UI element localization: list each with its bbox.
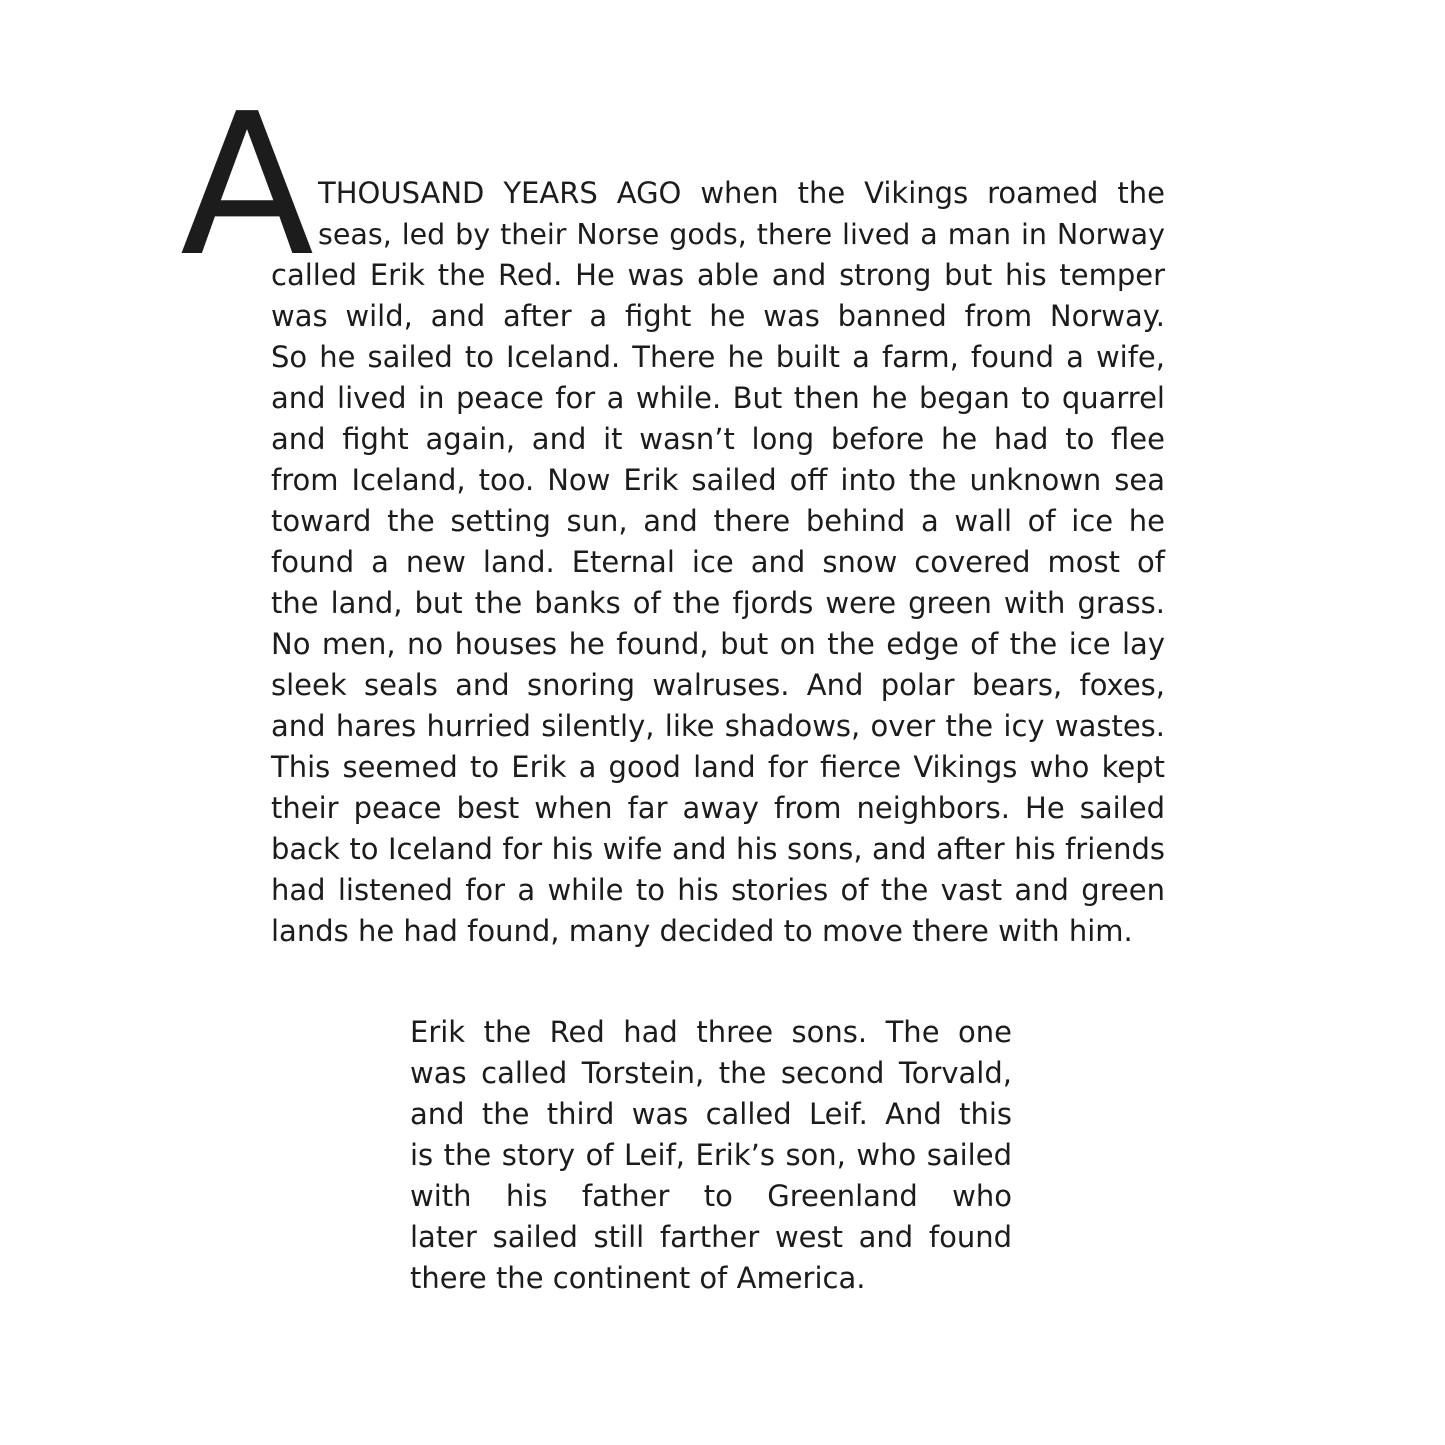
text-line: This seemed to Erik a good land for fierce Vikings who kept (271, 750, 1165, 784)
text-line: So he sailed to Iceland. There he built a farm, found a wife, (271, 340, 1165, 374)
text-line: lands he had found, many decided to move there with him. (271, 914, 1133, 948)
text-line: was called Torstein, the second Torvald, (410, 1056, 1012, 1090)
drop-cap: A (180, 72, 315, 300)
text-line: and the third was called Leif. And this (410, 1097, 1012, 1131)
text-line: with his father to Greenland who (410, 1179, 1012, 1213)
text-line: later sailed still farther west and found (410, 1220, 1012, 1254)
text-line: there the continent of America. (410, 1261, 866, 1295)
text-line: toward the setting sun, and there behind a wall of ice he (271, 504, 1165, 538)
text-line: was wild, and after a fight he was banned from Norway. (271, 299, 1165, 333)
text-line: Erik the Red had three sons. The one (410, 1015, 1012, 1049)
text-line: is the story of Leif, Erik’s son, who sailed (410, 1138, 1012, 1172)
text-line: back to Iceland for his wife and his sons, and after his friends (271, 832, 1165, 866)
text-line: their peace best when far away from neighbors. He sailed (271, 791, 1165, 825)
text-line: called Erik the Red. He was able and strong but his temper (271, 258, 1165, 292)
text-line: No men, no houses he found, but on the edge of the ice lay (271, 627, 1165, 661)
text-line: and fight again, and it wasn’t long before he had to flee (271, 422, 1165, 456)
text-line: THOUSAND YEARS AGO when the Vikings roamed the (318, 176, 1165, 210)
text-line: had listened for a while to his stories of the vast and green (271, 873, 1165, 907)
text-line: and hares hurried silently, like shadows, over the icy wastes. (271, 709, 1165, 743)
text-line: from Iceland, too. Now Erik sailed off into the unknown sea (271, 463, 1165, 497)
text-line: found a new land. Eternal ice and snow covered most of (271, 545, 1165, 579)
text-line: the land, but the banks of the fjords were green with grass. (271, 586, 1165, 620)
text-line: sleek seals and snoring walruses. And polar bears, foxes, (271, 668, 1165, 702)
text-line: and lived in peace for a while. But then he began to quarrel (271, 381, 1165, 415)
text-line: seas, led by their Norse gods, there lived a man in Norway (318, 218, 1165, 251)
